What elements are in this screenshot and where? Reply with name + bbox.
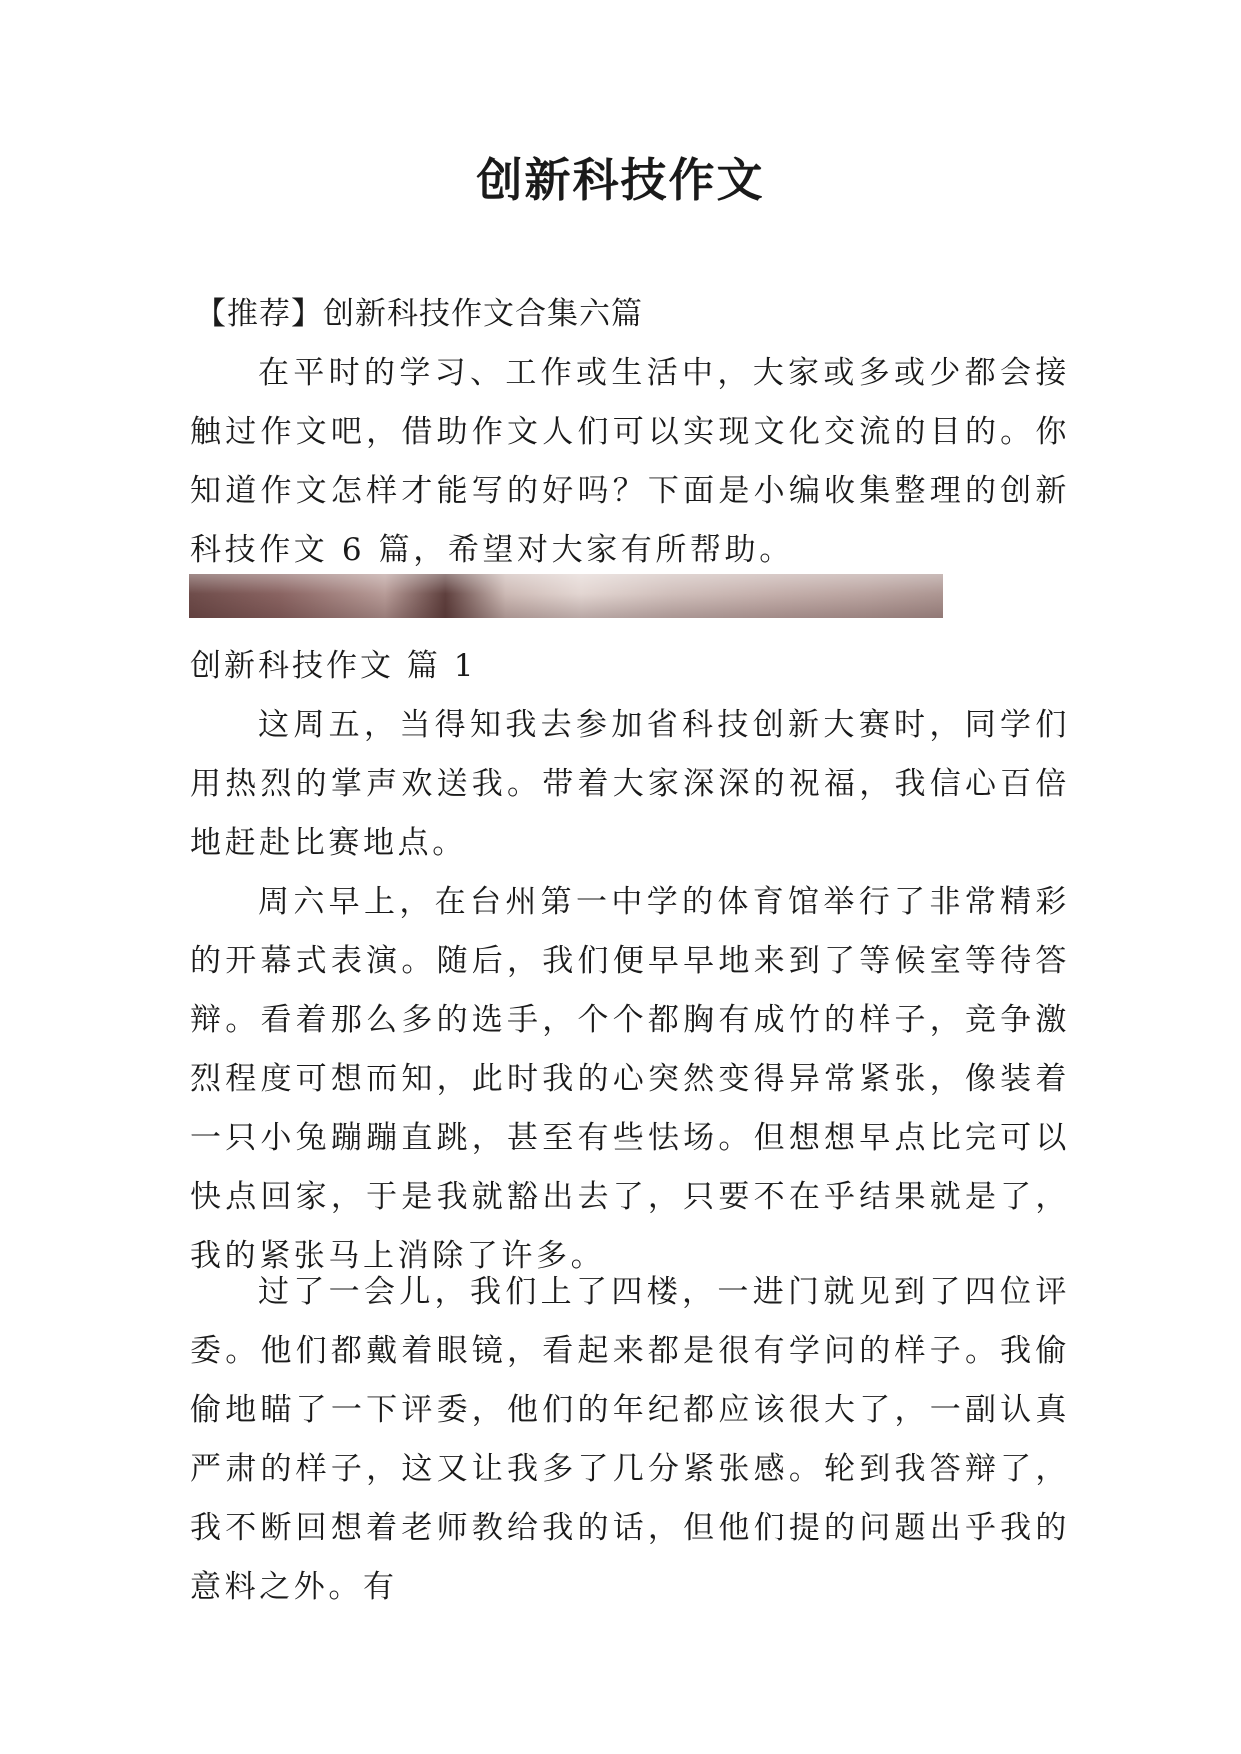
body-paragraph: 这周五，当得知我去参加省科技创新大赛时，同学们用热烈的掌声欢送我。带着大家深深的祝福，我信心百倍地赶赴比赛地点。 (190, 707, 1070, 861)
decorative-banner-image (189, 574, 943, 618)
section-heading: 创新科技作文 篇 1 (190, 648, 477, 684)
intro-paragraph: 在平时的学习、工作或生活中，大家或多或少都会接触过作文吧，借助作文人们可以实现文化交流的目的。你知道作文怎样才能写的好吗？下面是小编收集整理的创新科技作文 6 篇，希望对大家有所帮助。 (190, 355, 1070, 568)
document-title: 创新科技作文 (476, 153, 765, 207)
document-subtitle: 【推荐】创新科技作文合集六篇 (195, 296, 643, 332)
body-paragraph: 过了一会儿，我们上了四楼，一进门就见到了四位评委。他们都戴着眼镜，看起来都是很有学问的样子。我偷偷地瞄了一下评委，他们的年纪都应该很大了，一副认真严肃的样子，这又让我多了几分紧张感。轮到我答辩了，我不断回想着老师教给我的话，但他们提的问题出乎我的意料之外。有 (190, 1274, 1070, 1605)
body-paragraph: 周六早上，在台州第一中学的体育馆举行了非常精彩的开幕式表演。随后，我们便早早地来到了等候室等待答辩。看着那么多的选手，个个都胸有成竹的样子，竞争激烈程度可想而知，此时我的心突然变得异常紧张，像装着一只小兔蹦蹦直跳，甚至有些怯场。但想想早点比完可以快点回家，于是我就豁出去了，只要不在乎结果就是了，我的紧张马上消除了许多。 (190, 884, 1070, 1274)
